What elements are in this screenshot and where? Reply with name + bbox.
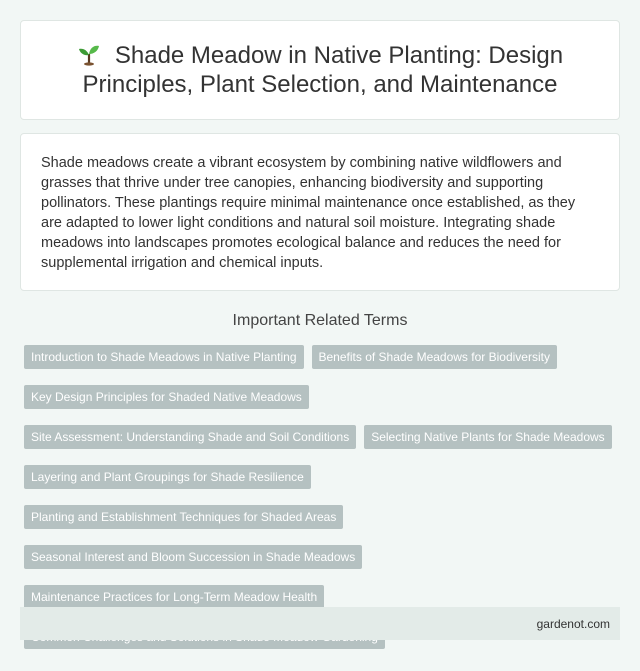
related-term-tag[interactable]: Maintenance Practices for Long-Term Meadow Health (24, 585, 324, 609)
title-text: Shade Meadow in Native Planting: Design Principles, Plant Selection, and Maintenance (82, 42, 564, 98)
related-term-tag[interactable]: Site Assessment: Understanding Shade and Soil Conditions (24, 425, 356, 449)
related-term-tag[interactable]: Key Design Principles for Shaded Native Meadows (24, 385, 309, 409)
seedling-icon (77, 42, 101, 66)
page-title (40, 41, 600, 99)
related-term-tag[interactable]: Introduction to Shade Meadows in Native Planting (24, 345, 304, 369)
summary-text: Shade meadows create a vibrant ecosystem by combining native wildflowers and grasses that thrive under tree canopies, enhancing biodiversity and supporting pollinators. These plantings require minimal maintenance once established, as they are adapted to lower light conditions and natural soil moisture. Integrating shade meadows into landscapes promotes ecological balance and reduces the need for supplemental irrigation and chemical inputs. (41, 155, 576, 271)
related-terms-heading: Important Related Terms (232, 312, 408, 329)
title-card (20, 20, 620, 120)
related-terms-list (24, 345, 624, 649)
summary-card (20, 133, 620, 291)
related-term-tag[interactable]: Selecting Native Plants for Shade Meadows (364, 425, 611, 449)
related-term-tag[interactable]: Layering and Plant Groupings for Shade Resilience (24, 465, 311, 489)
related-term-tag[interactable]: Benefits of Shade Meadows for Biodiversity (312, 345, 557, 369)
related-term-tag[interactable]: Seasonal Interest and Bloom Succession in Shade Meadows (24, 545, 362, 569)
footer (20, 607, 620, 640)
related-term-tag[interactable]: Planting and Establishment Techniques for Shaded Areas (24, 505, 343, 529)
footer-site-link[interactable]: gardenot.com (536, 617, 610, 631)
